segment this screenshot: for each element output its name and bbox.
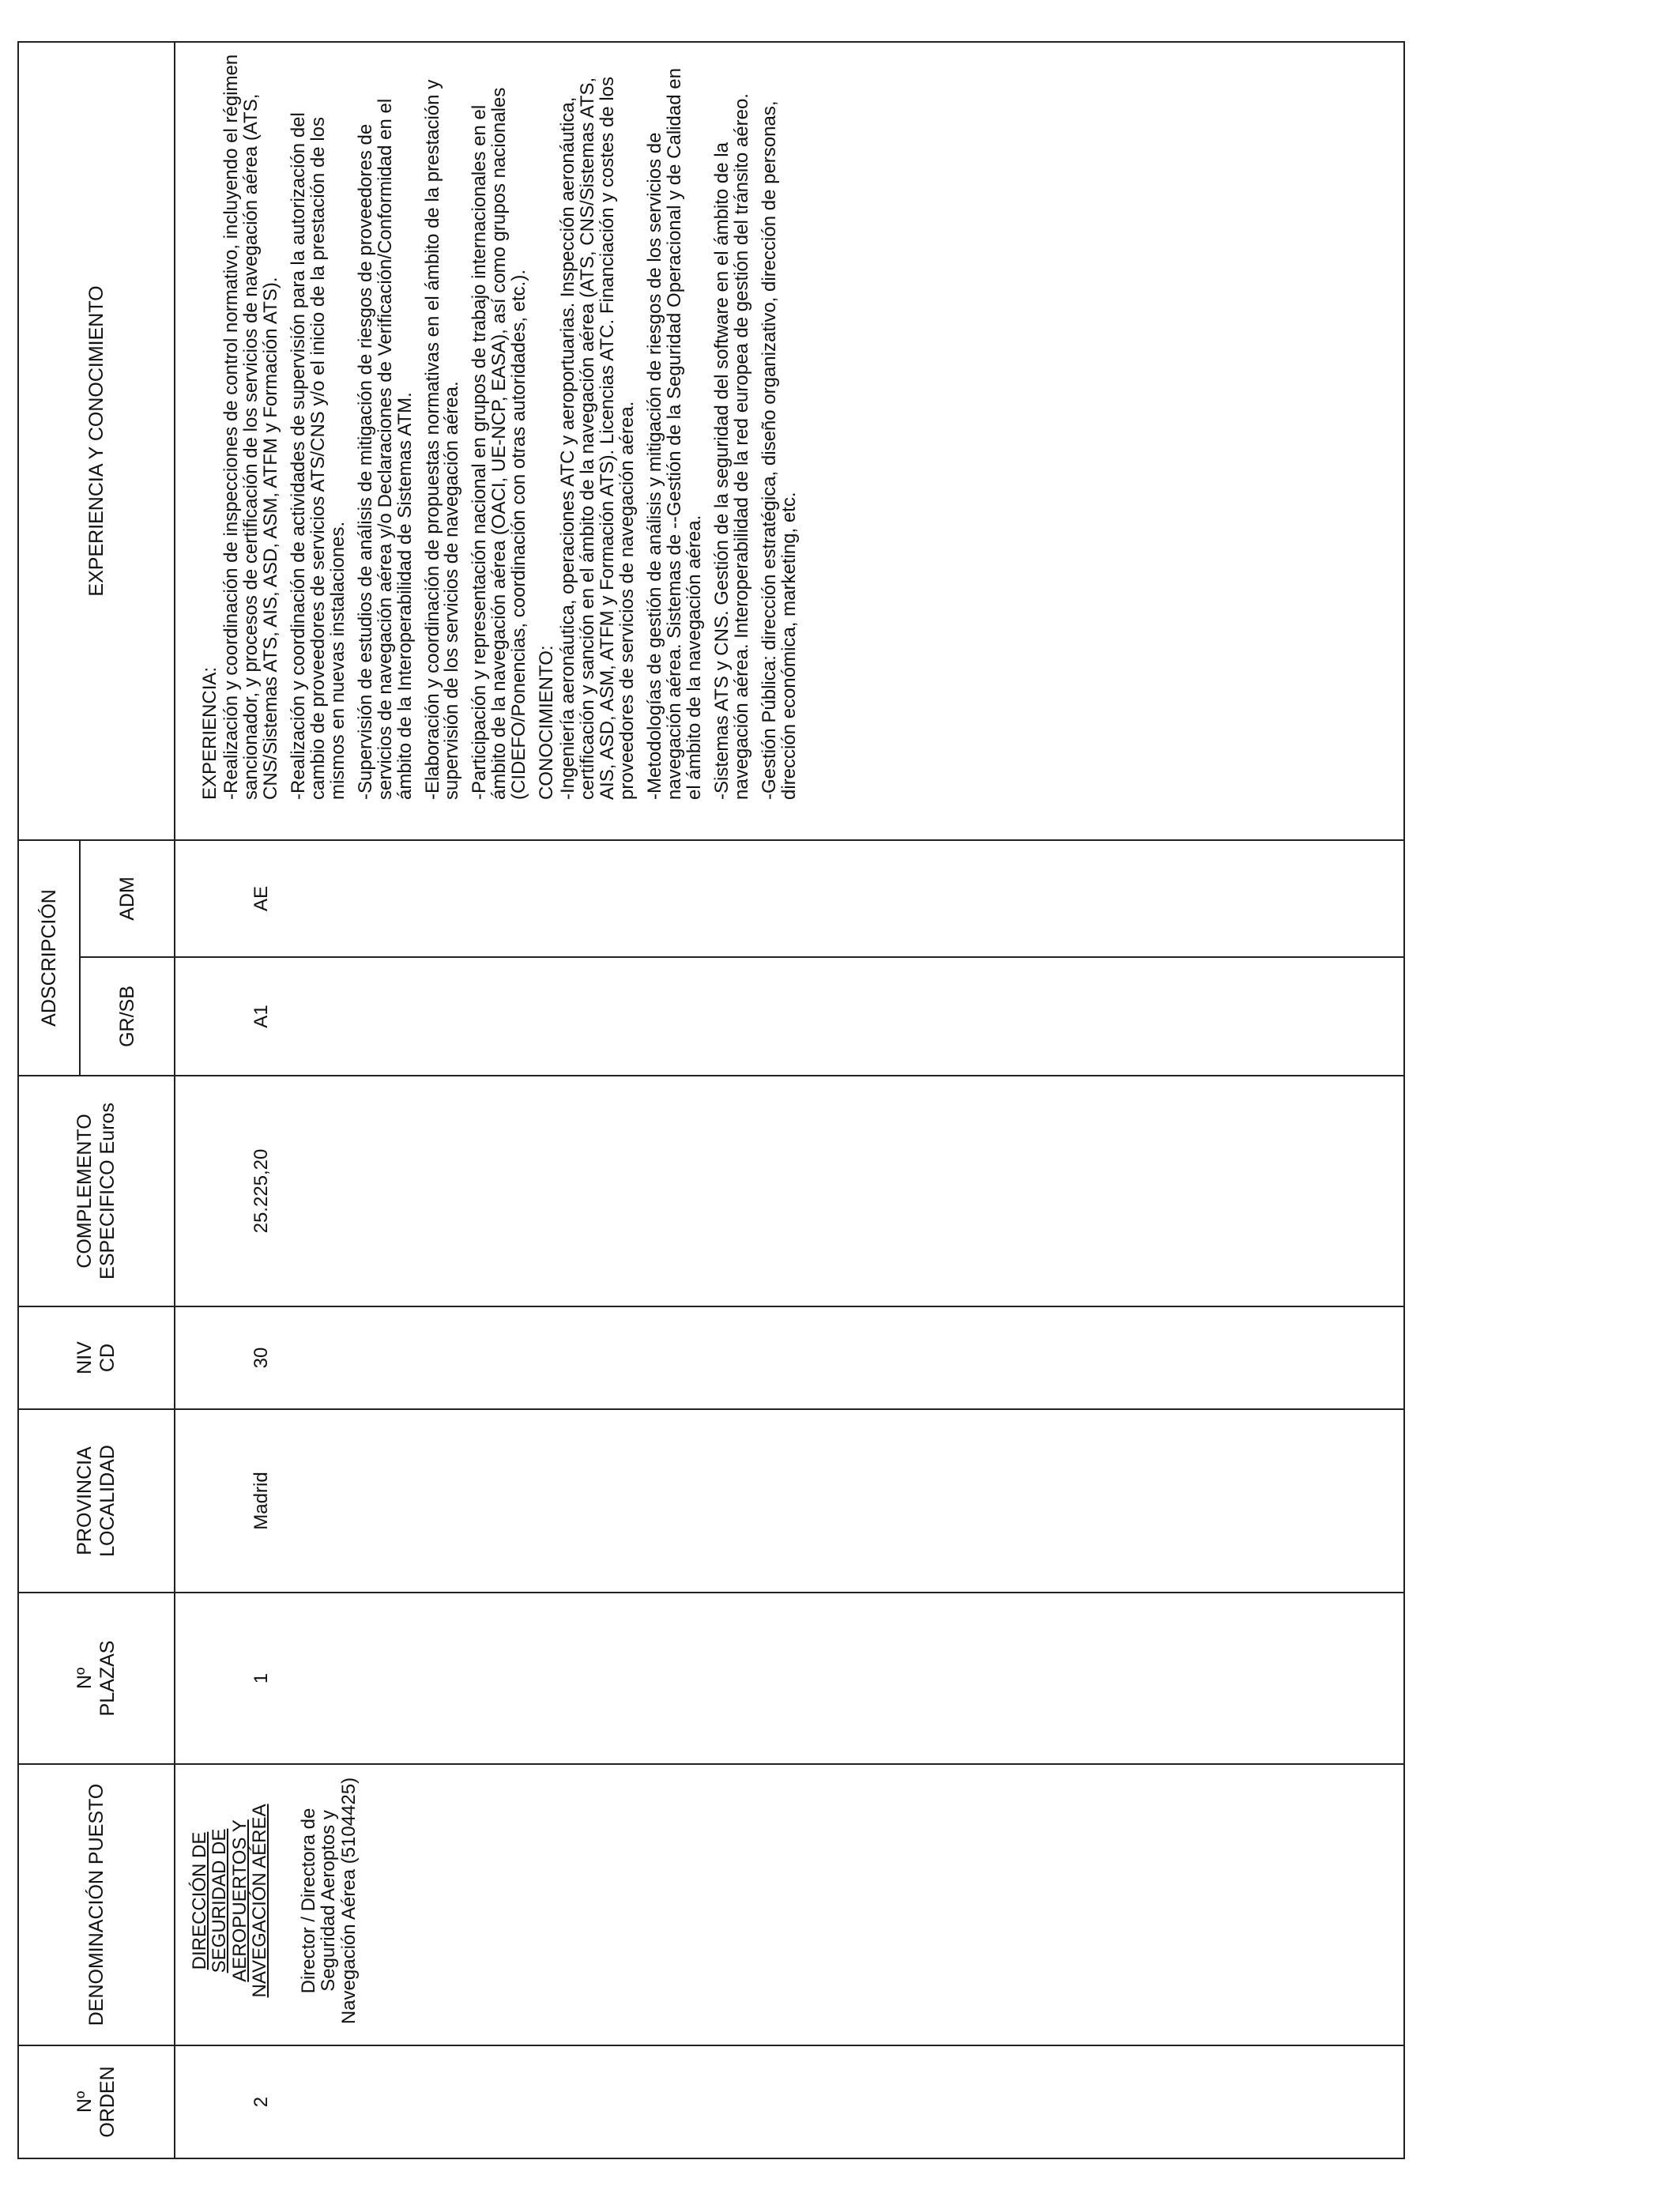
experiencia-title: EXPERIENCIA:	[199, 666, 220, 800]
header-experiencia: EXPERIENCIA Y CONOCIMIENTO	[18, 42, 175, 840]
experiencia-item: -Realización y coordinación de inspecciones de control normativo, incluyendo el régimen sancionador, y procesos de certificación de los servicios de navegación aérea (ATS, CNS/Sistemas ATS, AIS, ASD, ASM, ATFM y Formación ATS).	[220, 54, 281, 800]
cell-adm: AE	[175, 840, 1404, 957]
header-nivel: NIV CD	[18, 1306, 175, 1409]
header-complemento: COMPLEMENTO ESPECIFICO Euros	[18, 1076, 175, 1306]
cell-nivel: 30	[175, 1306, 1404, 1409]
position-title: Director / Directora de Seguridad Aeroptos y Navegación Aérea (5104425)	[297, 1777, 360, 2025]
header-orden: Nº ORDEN	[18, 2045, 175, 2158]
experiencia-item: -Realización y coordinación de actividades de supervisión para la autorización del cambio de proveedores de servicios ATS/CNS y/o el inicio de la prestación de los mismos en nuevas instalaciones.	[287, 112, 348, 800]
header-provincia: PROVINCIA LOCALIDAD	[18, 1409, 175, 1593]
experiencia-item: -Elaboración y coordinación de propuestas normativas en el ámbito de la prestación y supervisión de los servicios de navegación aérea.	[421, 79, 463, 800]
header-denominacion: DENOMINACIÓN PUESTO	[18, 1764, 175, 2045]
table-row	[175, 42, 1404, 2158]
cell-complemento: 25.225,20	[175, 1076, 1404, 1306]
cell-orden: 2	[175, 2045, 1404, 2158]
positions-table	[17, 41, 1405, 2159]
conocimiento-item: -Gestión Pública: dirección estratégica, diseño organizativo, dirección de personas, dirección económica, marketing, etc.	[758, 100, 800, 800]
cell-denominacion	[175, 1764, 1404, 2045]
cell-plazas: 1	[175, 1593, 1404, 1764]
conocimiento-title: CONOCIMIENTO:	[536, 645, 558, 800]
header-grsb: GR/SB	[80, 957, 175, 1076]
cell-grsb: A1	[175, 957, 1404, 1076]
cell-localidad: Madrid	[175, 1409, 1404, 1593]
conocimiento-item: -Ingeniería aeronáutica, operaciones ATC y aeroportuarias. Inspección aeronáutica, certificación y sanción en el ámbito de la navegación aérea (ATS, CNS/Sistemas ATS, AIS, ASD, ASM, ATFM y Formación ATS). Licencias ATC. Financiación y costes de los proveedores de servicios de navegación aérea.	[557, 76, 638, 800]
header-adscripcion: ADSCRIPCIÓN	[18, 840, 80, 1076]
cell-experiencia	[175, 42, 1404, 840]
conocimiento-item: -Sistemas ATS y CNS. Gestión de la seguridad del software en el ámbito de la navegación aérea. Interoperabilidad de la red europea de gestión del tránsito aéreo.	[710, 93, 752, 800]
department-title: DIRECCIÓN DE SEGURIDAD DE AEROPUERTOS Y NAVEGACIÓN AÉREA	[189, 1804, 271, 1998]
header-plazas: Nº PLAZAS	[18, 1593, 175, 1764]
experiencia-item: -Supervisión de estudios de análisis de mitigación de riesgos de proveedores de servicios de navegación aérea y/o Declaraciones de Verificación/Conformidad en el ámbito de la Interoperabilidad de Sistemas ATM.	[354, 98, 416, 800]
conocimiento-item: -Metodologías de gestión de análisis y mitigación de riesgos de los servicios de navegación aérea. Sistemas de --Gestión de la Seguridad Operacional y de Calidad en el ámbito de la navegación aérea.	[644, 68, 705, 800]
header-adm: ADM	[80, 840, 175, 957]
experiencia-item: -Participación y representación nacional en grupos de trabajo internacionales en el ámbito de la navegación aérea (OACI, UE-NCP, EASA), así como grupos nacionales (CIDEFO/Ponencias, coordinación con otras autoridades, etc.).	[469, 87, 530, 800]
